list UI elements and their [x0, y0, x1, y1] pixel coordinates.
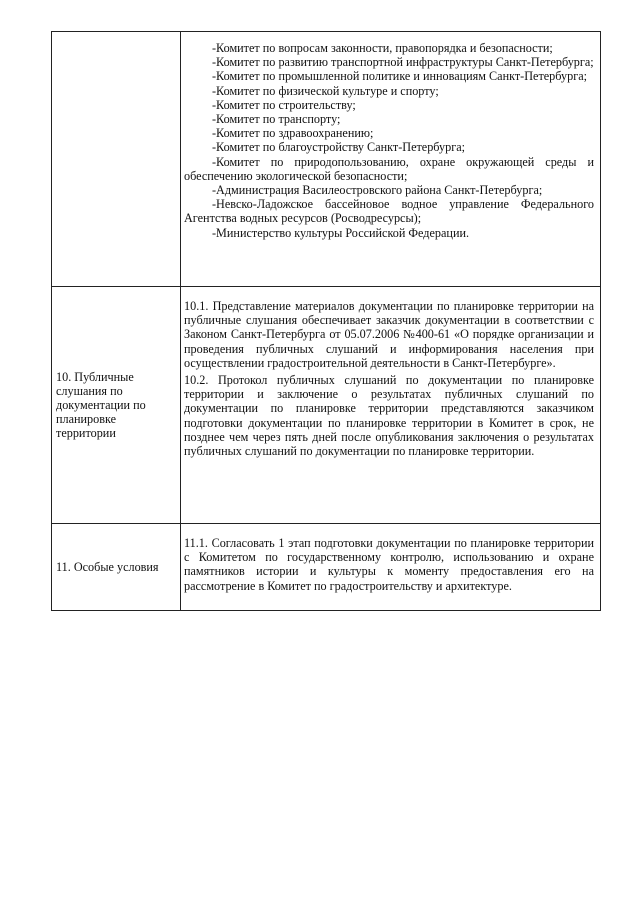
list-item: -Администрация Василеостровского района Санкт-Петербурга;: [212, 183, 543, 198]
list-item: -Невско-Ладожское бассейновое водное управление Федерального Агентства водных ресурсов (Росводресурсы);: [184, 197, 594, 226]
list-item: -Комитет по природопользованию, охране окружающей среды и обеспечению экологической безопасности;: [184, 154, 594, 183]
row-label-cell: 11. Особые условия: [52, 524, 181, 611]
document-table: [51, 31, 601, 611]
list-item: -Министерство культуры Российской Федерации.: [212, 225, 470, 240]
list-item: -Комитет по транспорту;: [212, 112, 341, 127]
row-content-cell: [181, 287, 601, 524]
public-hearings-text: [181, 287, 600, 458]
paragraph: 10.1. Представление материалов документации по планировке территории на публичные слушания обеспечивает заказчик документации в соответствии с Законом Санкт-Петербурга от 05.07.2006 №400-61 «О порядке организации и проведения публичных слушаний и информирования населения при осуществлении градостроительной деятельности в Санкт-Петербурге».: [184, 299, 594, 370]
list-item: -Комитет по благоустройству Санкт-Петербурга;: [212, 140, 466, 155]
row-label-cell: [52, 32, 181, 287]
row-content-cell: [181, 524, 601, 611]
row-label-cell: 10. Публичные слушания по документации по планировке территории: [52, 287, 181, 524]
row-content-cell: [181, 32, 601, 287]
special-conditions-text: [181, 524, 600, 593]
paragraph: 10.2. Протокол публичных слушаний по документации по планировке территории и заключение о результатах публичных слушаний по документации по планировке территории представляются заказчиком подготовки документации по планировке территории в Комитет в срок, не позднее чем через пять дней после опубликования заключения о результатах публичных слушаний по документации по планировке территории.: [184, 373, 594, 459]
table-row: [52, 524, 601, 611]
list-item: -Комитет по здравоохранению;: [212, 126, 374, 141]
table-row: [52, 287, 601, 524]
paragraph: 11.1. Согласовать 1 этап подготовки документации по планировке территории с Комитетом по государственному контролю, использованию и охране памятников истории и культуры к моменту предоставления его на рассмотрение в Комитет по градостроительству и архитектуре.: [184, 536, 594, 593]
committee-list: [181, 32, 600, 240]
list-item: -Комитет по физической культуре и спорту;: [212, 83, 439, 98]
list-item: -Комитет по вопросам законности, правопорядка и безопасности;: [212, 41, 553, 55]
table-row: [52, 32, 601, 287]
list-item: -Комитет по промышленной политике и инновациям Санкт-Петербурга;: [212, 69, 587, 84]
list-item: -Комитет по развитию транспортной инфраструктуры Санкт-Петербурга;: [212, 55, 594, 70]
list-item: -Комитет по строительству;: [212, 97, 356, 112]
